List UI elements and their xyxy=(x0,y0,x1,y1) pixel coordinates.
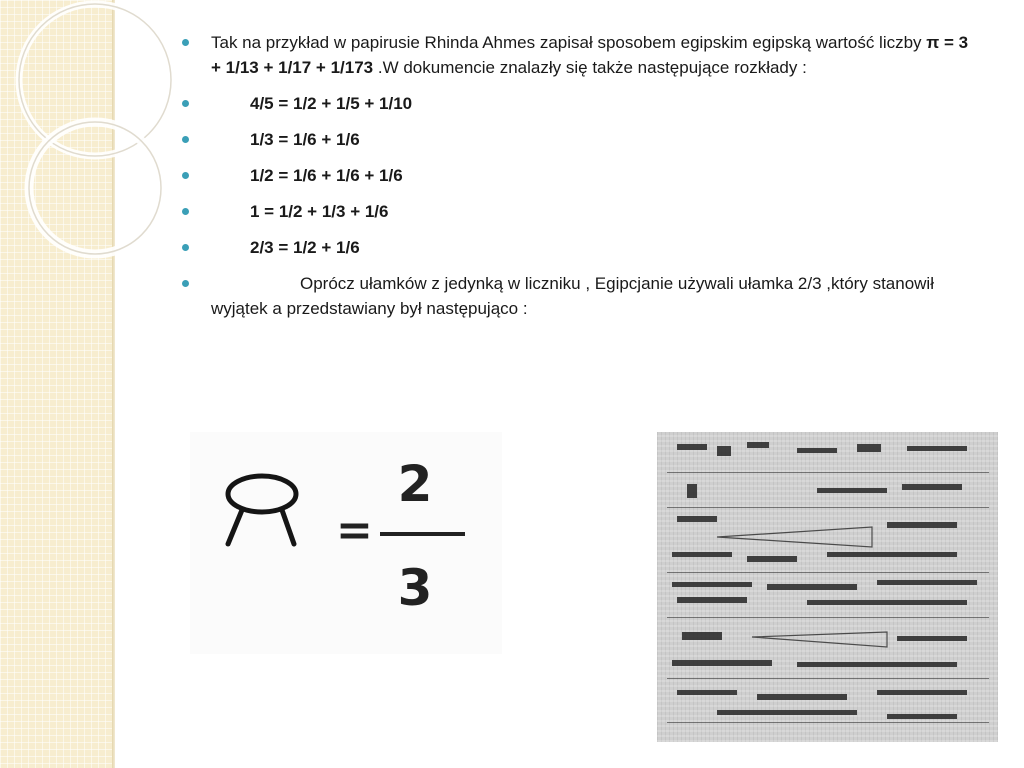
bullet-dot xyxy=(182,100,189,107)
fraction-bar xyxy=(380,532,465,536)
decorative-side-strip xyxy=(0,0,112,768)
papyrus-markings xyxy=(657,432,998,742)
closing-text: Oprócz ułamków z jedynką w liczniku , Egipcjanie używali ułamka 2/3 ,który stanowił wyjątek a przedstawiany był następująco : xyxy=(211,274,934,318)
equation-text: 1/3 = 1/6 + 1/6 xyxy=(250,130,360,149)
bullet-dot xyxy=(182,136,189,143)
fraction-numerator: 2 xyxy=(397,455,433,513)
bullet-dot xyxy=(182,39,189,46)
equation-text: 1 = 1/2 + 1/3 + 1/6 xyxy=(250,202,389,221)
bullet-dot xyxy=(182,172,189,179)
bullet-dot xyxy=(182,244,189,251)
equation-text: 4/5 = 1/2 + 1/5 + 1/10 xyxy=(250,94,413,113)
bullet-equation xyxy=(180,91,970,116)
equation-text: 1/2 = 1/6 + 1/6 + 1/6 xyxy=(250,166,403,185)
intro-text-continued: .W dokumencie znalazły się także następujące rozkłady : xyxy=(373,58,807,77)
pi-formula: π = 3 + 1/13 + 1/17 + 1/173 xyxy=(211,33,969,77)
equals-sign: = xyxy=(336,505,373,556)
bullet-dot xyxy=(182,280,189,287)
fraction-denominator: 3 xyxy=(397,559,433,617)
slide-content xyxy=(180,30,970,321)
bullet-intro xyxy=(180,30,970,80)
bullet-equation xyxy=(180,163,970,188)
bullet-dot xyxy=(182,208,189,215)
two-thirds-hieroglyph xyxy=(190,432,330,654)
equation-text: 2/3 = 1/2 + 1/6 xyxy=(250,238,360,257)
bullet-equation xyxy=(180,235,970,260)
intro-text: Tak na przykład w papirusie Rhinda Ahmes zapisał sposobem egipskim egipską wartość liczby xyxy=(211,33,927,52)
rhind-papyrus-photo xyxy=(657,432,998,742)
two-thirds-hieroglyph-figure xyxy=(190,432,502,654)
bullet-equation xyxy=(180,127,970,152)
bullet-equation xyxy=(180,199,970,224)
bullet-closing xyxy=(180,271,970,321)
side-strip-edge xyxy=(112,0,115,768)
